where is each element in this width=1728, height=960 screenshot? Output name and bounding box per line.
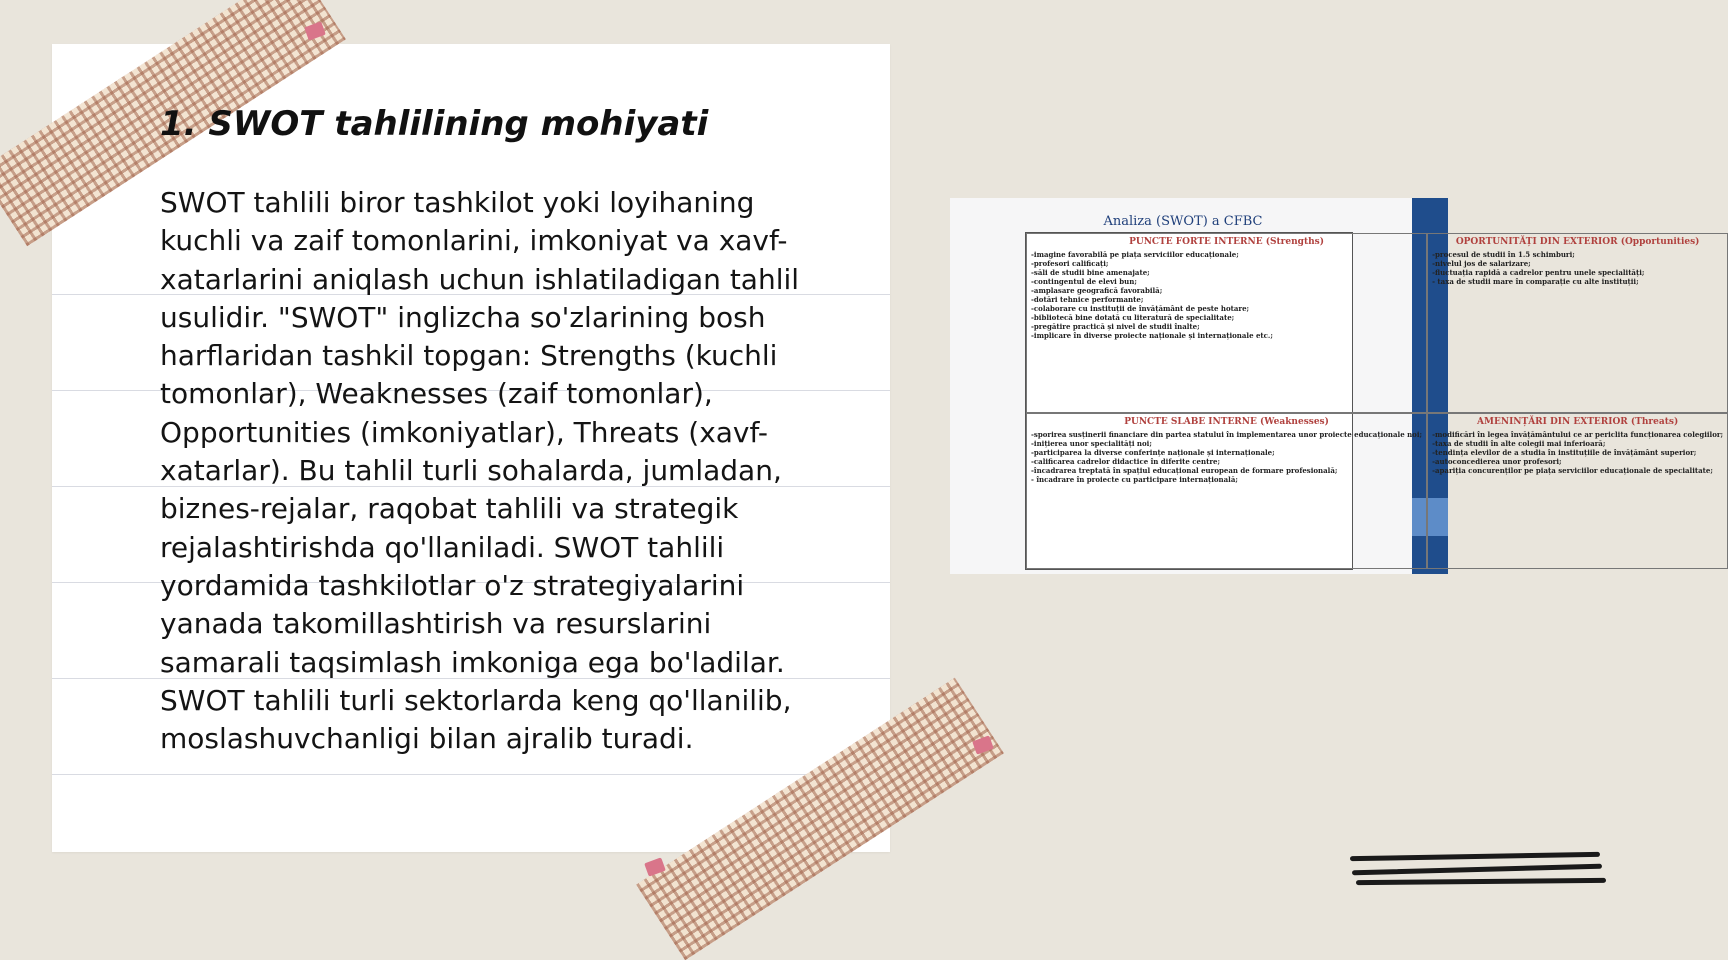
slide-title: 1. SWOT tahlilining mohiyati: [160, 104, 709, 144]
swot-matrix: [1025, 232, 1724, 570]
quadrant-item: -procesul de studii în 1.5 schimburi;: [1432, 250, 1575, 259]
quadrant-item: -inițierea unor specialități noi;: [1031, 439, 1152, 448]
quadrant-item: -colaborare cu instituții de învățământ de peste hotare;: [1031, 304, 1250, 313]
quadrant-item: -apariția concurenților pe piața serviciilor educaționale de specialitate;: [1432, 466, 1713, 475]
quadrant-item: -săli de studii bine amenajate;: [1031, 268, 1150, 277]
swot-quadrant-weaknesses: [1026, 413, 1427, 569]
quadrant-item: -participarea la diverse conferințe naționale și internaționale;: [1031, 448, 1275, 457]
decorative-stroke: [1352, 864, 1602, 876]
quadrant-item: -imagine favorabilă pe piața serviciilor educaționale;: [1031, 250, 1239, 259]
swot-figure-image: [950, 198, 1724, 574]
quadrant-item: -profesori calificați;: [1031, 259, 1109, 268]
quadrant-item: -tendința elevilor de a studia în instituțiile de învățământ superior;: [1432, 448, 1697, 457]
quadrant-item: -modificări în legea învățământului ce ar periclita funcționarea colegiilor;: [1432, 430, 1724, 439]
quadrant-item: -sporirea susținerii financiare din partea statului în implementarea unor proiecte educaționale noi;: [1031, 430, 1423, 439]
swot-quadrant-strengths: [1026, 233, 1427, 413]
quadrant-item: -pregătire practică și nivel de studii înalte;: [1031, 322, 1200, 331]
quadrant-item: -amplasare geografică favorabilă;: [1031, 286, 1163, 295]
quadrant-item: -nivelul jos de salarizare;: [1432, 259, 1531, 268]
decorative-stroke: [1356, 878, 1606, 885]
quadrant-item: -dotări tehnice performante;: [1031, 295, 1144, 304]
quadrant-item: - taxa de studii mare în comparație cu alte instituții;: [1432, 277, 1639, 286]
quadrant-item: -calificarea cadrelor didactice în diferite centre;: [1031, 457, 1221, 466]
decorative-stroke: [1350, 852, 1600, 861]
swot-quadrant-threats: [1427, 413, 1728, 569]
quadrant-item: -fluctuația rapidă a cadrelor pentru unele specialități;: [1432, 268, 1645, 277]
slide-body-text: SWOT tahlili biror tashkilot yoki loyihaning kuchli va zaif tomonlarini, imkoniyat va xavf-xatarlarini aniqlash uchun ishlatiladigan tahlil usulidir. "SWOT" inglizcha so'zlarining bosh harflaridan tashkil topgan: Strengths (kuchli tomonlar), Weaknesses (zaif tomonlar), Opportunities (imkoniyatlar), Threats (xavf-xatarlar). Bu tahlil turli sohalarda, jumladan, biznes-rejalar, raqobat tahlili va strategik rejalashtirishda qo'llaniladi. SWOT tahlili yordamida tashkilotlar o'z strategiyalarini yanada takomillashtirish va resurslarini samarali taqsimlash imkoniga ega bo'ladilar. SWOT tahlili turli sektorlarda keng qo'llanilib, moslashuvchanligi bilan ajralib turadi.: [160, 186, 800, 756]
quadrant-heading: AMENINȚĂRI DIN EXTERIOR (Threats): [1477, 417, 1679, 427]
paper-rule-line: [52, 774, 890, 775]
quadrant-item: -taxa de studii în alte colegii mai inferioară;: [1432, 439, 1606, 448]
quadrant-item: -bibliotecă bine dotată cu literatură de specialitate;: [1031, 313, 1235, 322]
quadrant-heading: PUNCTE FORTE INTERNE (Strengths): [1129, 237, 1324, 247]
quadrant-heading: OPORTUNITĂȚI DIN EXTERIOR (Opportunities): [1455, 237, 1700, 247]
quadrant-item: -autoconcedierea unor profesori;: [1432, 457, 1562, 466]
swot-quadrant-opportunities: [1427, 233, 1728, 413]
quadrant-item: -implicare în diverse proiecte naționale și internaționale etc.;: [1031, 331, 1273, 340]
quadrant-item: -încadrarea treptată în spațiul educațional european de formare profesională;: [1031, 466, 1338, 475]
quadrant-item: - încadrare în proiecte cu participare internațională;: [1031, 475, 1238, 484]
swot-figure-title: Analiza (SWOT) a CFBC: [1103, 214, 1263, 229]
quadrant-item: -contingentul de elevi bun;: [1031, 277, 1137, 286]
quadrant-heading: PUNCTE SLABE INTERNE (Weaknesses): [1124, 417, 1329, 427]
